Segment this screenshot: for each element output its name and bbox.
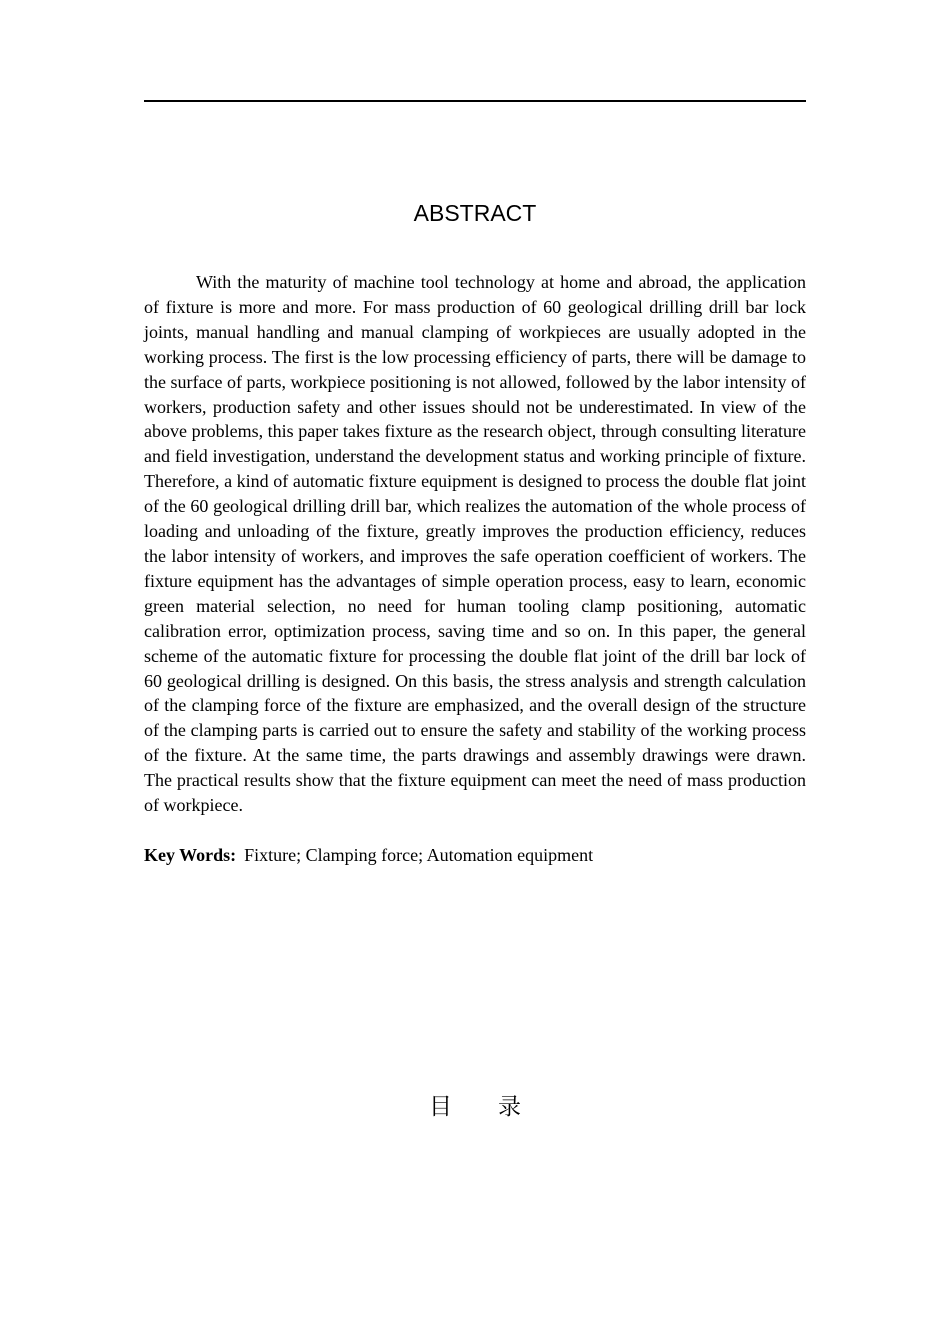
toc-title: 目录: [429, 1094, 567, 1120]
abstract-title: ABSTRACT: [413, 200, 537, 226]
keywords-label: Key Words:: [144, 845, 237, 865]
header-rule: [144, 100, 806, 102]
keywords-value: Fixture; Clamping force; Automation equipment: [244, 845, 594, 865]
keywords-line: [144, 843, 806, 868]
abstract-body: With the maturity of machine tool technology at home and abroad, the application of fixture is more and more. For mass production of 60 geological drilling drill bar lock joints, manual handling and manual clamping of workpieces are usually adopted in the working process. The first is the low processing efficiency of parts, there will be damage to the surface of parts, workpiece positioning is not allowed, followed by the labor intensity of workers, production safety and other issues should not be underestimated. In view of the above problems, this paper takes fixture as the research object, through consulting literature and field investigation, understand the development status and working principle of fixture. Therefore, a kind of automatic fixture equipment is designed to process the double flat joint of the 60 geological drilling drill bar, which realizes the automation of the whole process of loading and unloading of the fixture, greatly improves the production efficiency, reduces the labor intensity of workers, and improves the safe operation coefficient of workers. The fixture equipment has the advantages of simple operation process, easy to learn, economic green material selection, no need for human tooling clamp positioning, automatic calibration error, optimization process, saving time and so on. In this paper, the general scheme of the automatic fixture for processing the double flat joint of the drill bar lock of 60 geological drilling is designed. On this basis, the stress analysis and strength calculation of the clamping force of the fixture are emphasized, and the overall design of the structure of the clamping parts is carried out to ensure the safety and stability of the working process of the fixture. At the same time, the parts drawings and assembly drawings were drawn. The practical results show that the fixture equipment can meet the need of mass production of workpiece.: [144, 272, 806, 816]
